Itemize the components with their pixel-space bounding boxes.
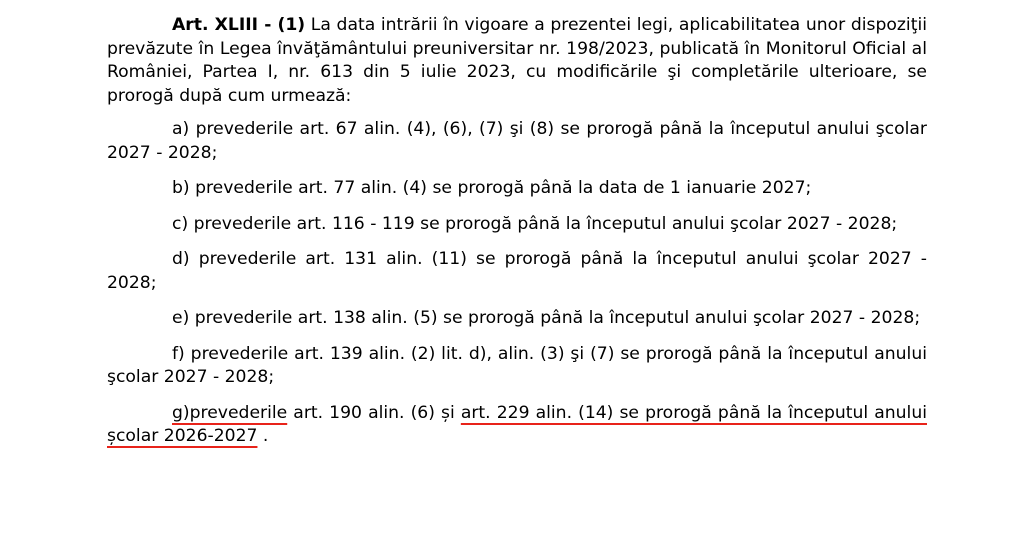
article-intro bbox=[107, 14, 927, 108]
article-intro-text: La data intrării în vigoare a prezentei legi, aplicabilitatea unor dispoziţii prevăzute în Legea învăţământului preuniversitar nr. 198/2023, publicată în Monitorul Oficial al României, Partea I, nr. 613 din 5 iulie 2023, cu modificările şi completările ulterioare, se prorogă după cum urmează: bbox=[107, 15, 927, 106]
item-g-underlined-deadline: art. 229 alin. (14) se prorogă până la începutul anului școlar 2026-2027 bbox=[107, 402, 927, 446]
item-c: c) prevederile art. 116 - 119 se prorogă până la începutul anului şcolar 2027 - 2028; bbox=[172, 213, 898, 234]
item-f: f) prevederile art. 139 alin. (2) lit. d), alin. (3) şi (7) se prorogă până la începutul anului şcolar 2027 - 2028; bbox=[107, 343, 927, 387]
item-g-text: art. 190 alin. (6) și bbox=[287, 402, 461, 423]
item-g bbox=[107, 402, 927, 449]
item-b: b) prevederile art. 77 alin. (4) se prorogă până la data de 1 ianuarie 2027; bbox=[172, 178, 812, 198]
item-g-underlined-label: g)prevederile bbox=[172, 402, 288, 423]
item-g-end: . bbox=[257, 426, 269, 446]
item-e: e) prevederile art. 138 alin. (5) se prorogă până la începutul anului şcolar 2027 - 2028; bbox=[172, 308, 921, 328]
item-a: a) prevederile art. 67 alin. (4), (6), (7) şi (8) se prorogă până la începutul anului şcolar 2027 - 2028; bbox=[107, 119, 927, 163]
article-heading: Art. XLIII - (1) bbox=[172, 15, 306, 35]
item-d: d) prevederile art. 131 alin. (11) se prorogă până la începutul anului şcolar 2027 - 2028; bbox=[107, 249, 927, 293]
law-text bbox=[107, 14, 927, 449]
